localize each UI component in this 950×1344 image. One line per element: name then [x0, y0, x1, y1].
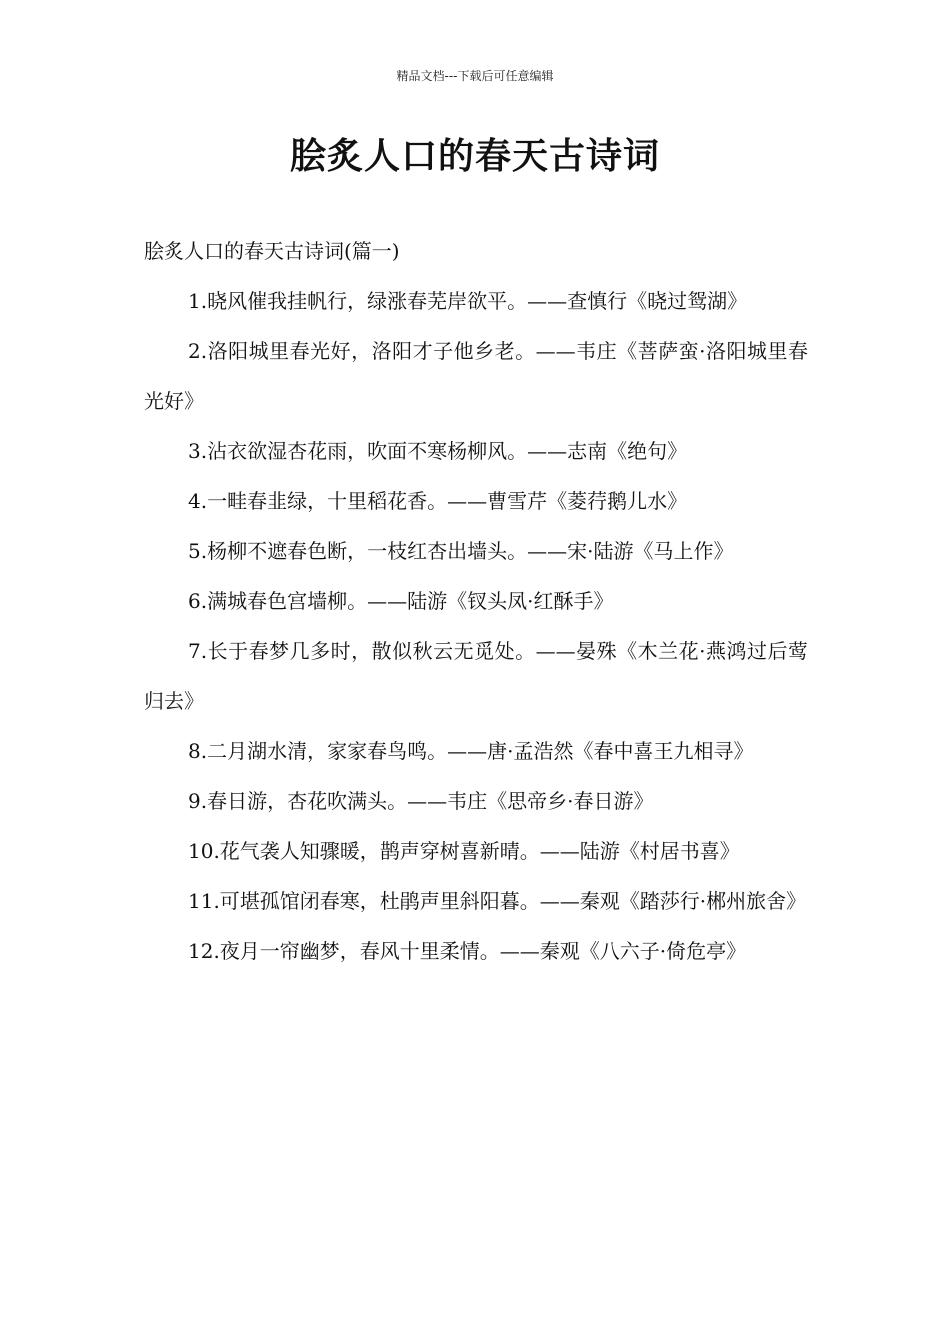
poem-list — [144, 276, 808, 976]
poem-item-10: 10.花气袭人知骤暖，鹊声穿树喜新晴。——陆游《村居书喜》 — [188, 839, 740, 863]
poem-item-4: 4.一畦春韭绿，十里稻花香。——曹雪芹《菱荇鹅儿水》 — [188, 489, 688, 513]
poem-item-12: 12.夜月一帘幽梦，春风十里柔情。——秦观《八六子·倚危亭》 — [188, 939, 747, 963]
section-heading: 脍炙人口的春天古诗词(篇一) — [144, 239, 400, 263]
header-note: 精品文档---下载后可任意编辑 — [396, 69, 554, 83]
document-title: 脍炙人口的春天古诗词 — [289, 136, 660, 177]
poem-item-3: 3.沾衣欲湿杏花雨，吹面不寒杨柳风。——志南《绝句》 — [188, 439, 688, 463]
poem-item-2: 2.洛阳城里春光好，洛阳才子他乡老。——韦庄《菩萨蛮·洛阳城里春光好》 — [144, 339, 808, 413]
poem-item-5: 5.杨柳不遮春色断，一枝红杏出墙头。——宋·陆游《马上作》 — [188, 539, 734, 563]
poem-item-9: 9.春日游，杏花吹满头。——韦庄《思帝乡·春日游》 — [188, 789, 654, 813]
poem-item-7: 7.长于春梦几多时，散似秋云无觅处。——晏殊《木兰花·燕鸿过后莺归去》 — [144, 639, 808, 713]
poem-item-11: 11.可堪孤馆闭春寒，杜鹃声里斜阳暮。——秦观《踏莎行·郴州旅舍》 — [188, 889, 807, 913]
poem-item-6: 6.满城春色宫墙柳。——陆游《钗头凤·红酥手》 — [188, 589, 614, 613]
poem-item-8: 8.二月湖水清，家家春鸟鸣。——唐·孟浩然《春中喜王九相寻》 — [188, 739, 754, 763]
poem-item-1: 1.晓风催我挂帆行，绿涨春芜岸欲平。——查慎行《晓过鸳湖》 — [188, 289, 748, 313]
document-body — [144, 226, 808, 976]
